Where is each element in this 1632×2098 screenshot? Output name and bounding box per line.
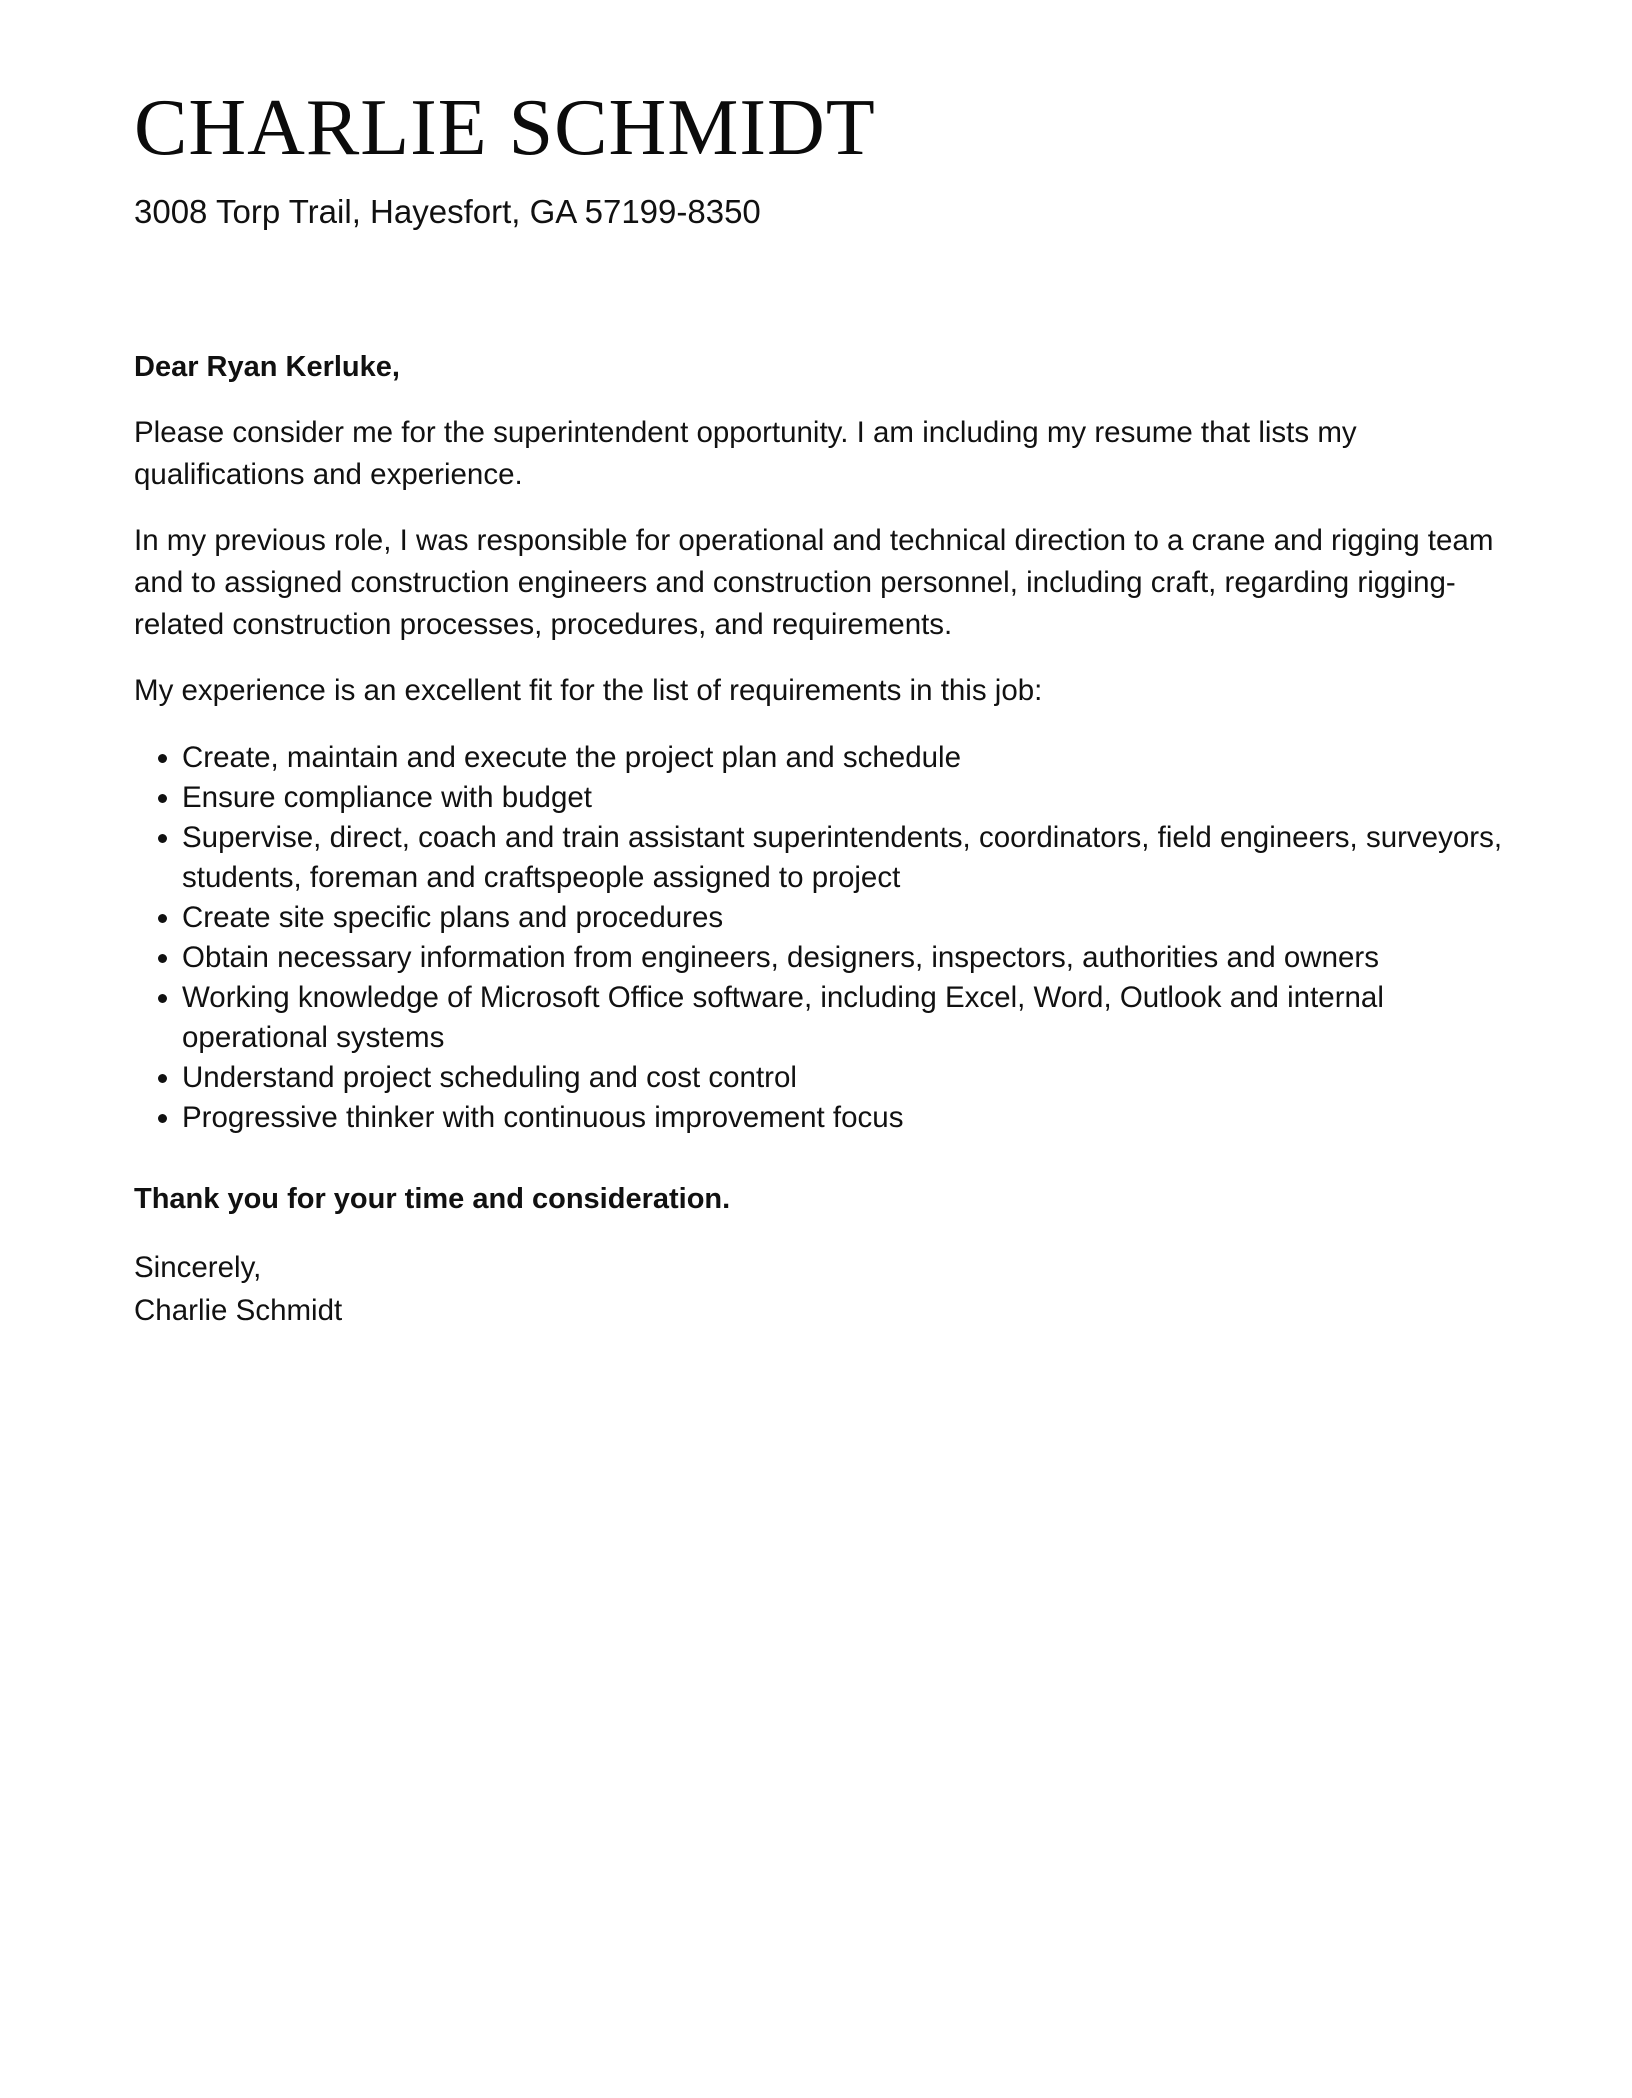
list-item: • Obtain necessary information from engineers, designers, inspectors, authorities and owners	[182, 938, 1504, 978]
cover-letter	[134, 78, 1504, 1332]
list-item: • Ensure compliance with budget	[182, 778, 1504, 818]
closing-line: Thank you for your time and consideration.	[134, 1183, 731, 1215]
experience-paragraph: In my previous role, I was responsible for operational and technical direction to a crane and rigging team and to assigned construction engineers and construction personnel, including craft, regarding rigging-related construction processes, procedures, and requirements.	[134, 524, 1494, 641]
signoff-block	[134, 1246, 1504, 1332]
list-item: • Create, maintain and execute the project plan and schedule	[182, 738, 1504, 778]
signoff-word: Sincerely,	[134, 1251, 262, 1284]
requirements-intro: My experience is an excellent fit for the list of requirements in this job:	[134, 674, 1043, 707]
list-item: • Progressive thinker with continuous improvement focus	[182, 1098, 1504, 1138]
list-item: • Create site specific plans and procedures	[182, 898, 1504, 938]
list-item: • Working knowledge of Microsoft Office software, including Excel, Word, Outlook and internal operational systems	[182, 978, 1504, 1058]
intro-paragraph: Please consider me for the superintendent opportunity. I am including my resume that lists my qualifications and experience.	[134, 416, 1357, 491]
salutation: Dear Ryan Kerluke,	[134, 351, 400, 383]
applicant-name: CHARLIE SCHMIDT	[134, 84, 876, 172]
applicant-address: 3008 Torp Trail, Hayesfort, GA 57199-8350	[134, 193, 761, 230]
signature-name: Charlie Schmidt	[134, 1294, 343, 1327]
list-item: • Understand project scheduling and cost control	[182, 1058, 1504, 1098]
requirements-list	[134, 738, 1504, 1138]
list-item: • Supervise, direct, coach and train assistant superintendents, coordinators, field engineers, surveyors, students, foreman and craftspeople assigned to project	[182, 818, 1504, 898]
